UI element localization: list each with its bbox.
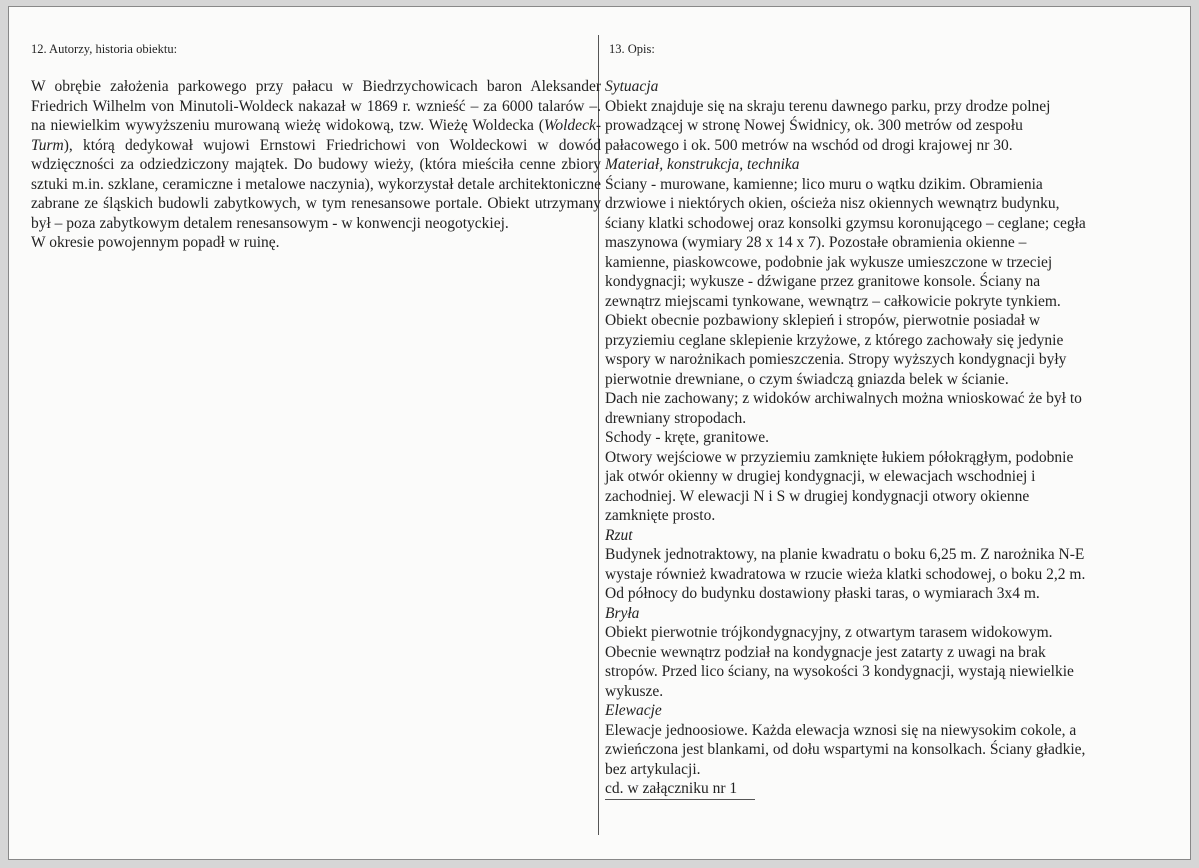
description-line: Od północy do budynku dostawiony płaski taras, o wymiarach 3x4 m. — [605, 585, 1040, 602]
history-label: 12. Autorzy, historia obiektu: — [31, 42, 178, 56]
description-line: drzwiowe i niektórych okien, ościeża nisz okiennych wewnątrz budynku, — [605, 195, 1060, 212]
description-line: bez artykulacji. — [605, 760, 701, 778]
section-heading: Bryła — [605, 604, 640, 622]
description-column — [605, 41, 1165, 800]
description-line: kamienne, piaskowcowe, podobnie jak wykusze umieszczone w trzeciej — [605, 253, 1053, 271]
description-line: Elewacje jednoosiowe. Każda elewacja wznosi się na niewysokim cokole, a — [605, 721, 1077, 739]
history-paragraph-2: W okresie powojennym popadł w ruinę. — [31, 234, 280, 251]
description-line: przyziemiu ceglane sklepienie krzyżowe, z którego zachowały się jedynie — [605, 331, 1064, 349]
section-heading: Elewacje — [605, 702, 662, 719]
history-text-1: W obrębie założenia parkowego przy pałacu w Biedrzychowicach baron Aleksander Friedrich Wilhelm von Minutoli-Woldeck nakazał w 1869 r. wznieść – za 6000 talarów –. na niewielkim wywyższeniu murowaną wieżę widokową, tzw. Wieżę Woldecka ( — [31, 78, 601, 134]
description-line: Obiekt obecnie pozbawiony sklepień i stropów, pierwotnie posiadał w — [605, 312, 1041, 329]
description-line: wykusze. — [605, 682, 664, 700]
section-heading: Sytuacja — [605, 78, 659, 95]
description-line: Otwory wejściowe w przyziemiu zamknięte łukiem półokrągłym, podobnie — [605, 448, 1074, 466]
description-line: prowadzącej w stronę Nowej Świdnicy, ok. 300 metrów od zespołu — [605, 117, 1023, 134]
section-heading: Rzut — [605, 526, 633, 544]
description-line: maszynowa (wymiary 28 x 14 x 7). Pozostałe obramienia okienne – — [605, 234, 1027, 251]
section-heading: Materiał, konstrukcja, technika — [605, 156, 800, 173]
description-line: wystaje również kwadratowa w rzucie wieża klatki schodowej, o boku 2,2 m. — [605, 565, 1086, 583]
description-body — [605, 77, 1165, 779]
description-line: Schody - kręte, granitowe. — [605, 429, 769, 446]
history-column — [31, 41, 601, 253]
history-italic-name: Woldeck-Turm — [31, 117, 601, 154]
description-line: zamknięte prosto. — [605, 507, 716, 524]
description-line: zachodniej. W elewacji N i S w drugiej kondygnacji otwory okienne — [605, 487, 1030, 505]
description-line: Obiekt znajduje się na skraju terenu dawnego parku, przy drodze polnej — [605, 97, 1051, 115]
description-line: kondygnacji; wykusze - dźwigane przez granitowe konsole. Ściany na — [605, 273, 1041, 290]
continuation-note: cd. w załączniku nr 1 — [605, 779, 755, 800]
document-sheet — [8, 6, 1191, 860]
description-line: stropów. Przed lico ściany, na wysokości 3 kondygnacji, wystają niewielkie — [605, 663, 1074, 680]
history-text-2: ), którą dedykował wujowi Ernstowi Friedrichowi von Woldeckowi w dowód wdzięczności za odziedziczony majątek. Do budowy wieży, (która mieściła cenne zbiory sztuki m.in. szklane, ceramiczne i metalowe naczynia), wykorzystał detale architektoniczne zabrane ze śląskich budowli zabytkowych, w tym renesansowe portale. Obiekt utrzymany był – poza zabytkowym detalem renesansowym - w konwencji neogotyckiej. — [31, 136, 601, 232]
description-line: ściany klatki schodowej oraz konsolki gzymsu koronującego – ceglane; cegła — [605, 214, 1086, 232]
description-line: pierwotnie drewniane, o czym świadczą gniazda belek w ścianie. — [605, 370, 1009, 388]
description-line: drewniany stropodach. — [605, 409, 747, 427]
description-line: Dach nie zachowany; z widoków archiwalnych można wnioskować że był to — [605, 390, 1082, 407]
history-paragraph — [31, 77, 601, 233]
description-label: 13. Opis: — [609, 42, 655, 56]
description-line: Obiekt pierwotnie trójkondygnacyjny, z otwartym tarasem widokowym. — [605, 624, 1053, 641]
description-line: wspory w narożnikach pomieszczenia. Stropy wyższych kondygnacji były — [605, 351, 1067, 368]
description-line: Obecnie wewnątrz podział na kondygnacje jest zatarty z uwagi na brak — [605, 643, 1046, 661]
description-line: Budynek jednotraktowy, na planie kwadratu o boku 6,25 m. Z narożnika N-E — [605, 546, 1085, 563]
description-line: jak otwór okienny w drugiej kondygnacji, w elewacjach wschodniej i — [605, 468, 1036, 485]
description-line: zewnątrz miejscami tynkowane, wewnątrz – całkowicie pokryte tynkiem. — [605, 292, 1061, 310]
description-line: Ściany - murowane, kamienne; lico muru o wątku dzikim. Obramienia — [605, 175, 1043, 193]
description-line: pałacowego i ok. 500 metrów na wschód od drogi krajowej nr 30. — [605, 136, 1013, 154]
description-line: zwieńczona jest blankami, od dołu wspartymi na konsolkach. Ściany gładkie, — [605, 741, 1086, 758]
